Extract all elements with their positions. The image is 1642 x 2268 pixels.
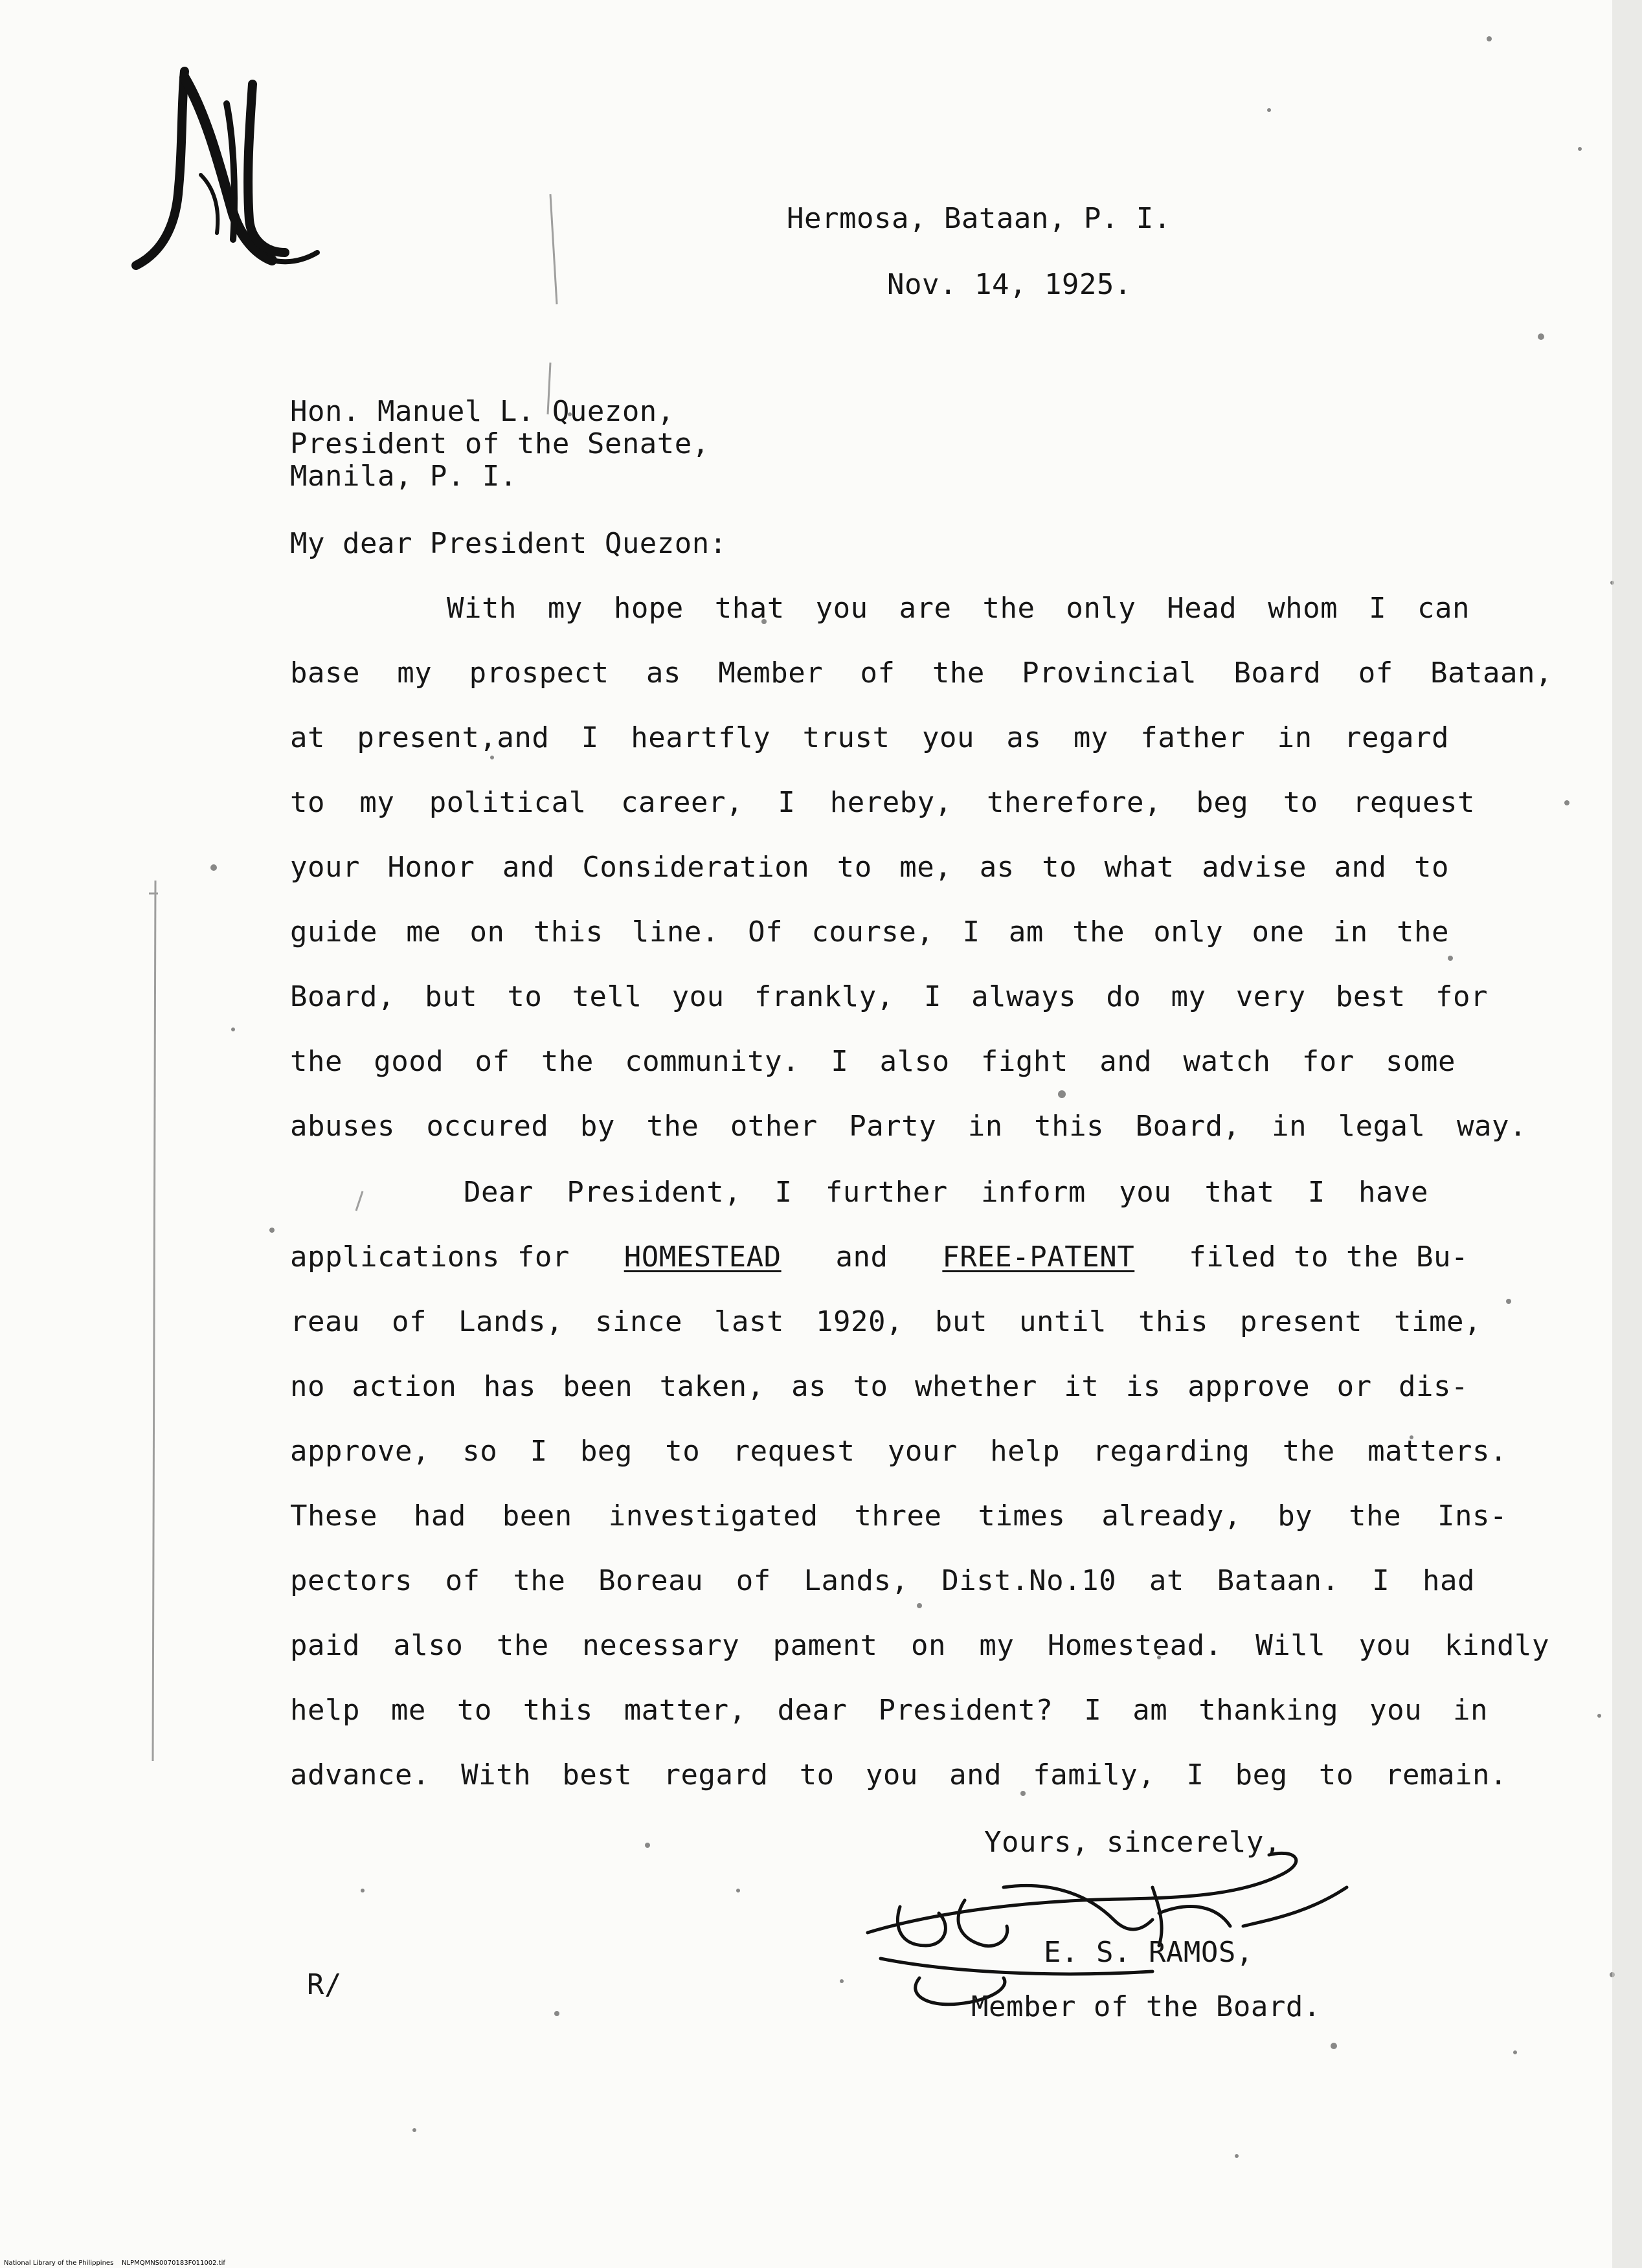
body-line: reau of Lands, since last 1920, but until this present time, [290,1305,1481,1338]
body-line: pectors of the Boreau of Lands, Dist.No.10 at Bataan. I had [290,1564,1475,1597]
body-line: advance. With best regard to you and family, I beg to remain. [290,1758,1507,1791]
body-text: applications for [290,1241,587,1274]
letter-date: Nov. 14, 1925. [887,268,1132,301]
signer-name: E. S. RAMOS, [1044,1936,1254,1969]
body-line: the good of the community. I also fight and watch for some [290,1045,1456,1078]
free-patent-term: FREE-PATENT [942,1241,1135,1274]
body-line: to my political career, I hereby, therefore, beg to request [290,786,1475,819]
recipient-line: Hon. Manuel L. Quezon, [290,395,675,428]
body-line: Board, but to tell you frankly, I always do my very best for [290,980,1488,1013]
archive-footer: National Library of the Philippines NLPMQMNS0070183F011002.tif [4,2260,225,2267]
body-line: Dear President, I further inform you that I have [464,1176,1428,1209]
closing: Yours, sincerely, [984,1826,1281,1859]
letter-place: Hermosa, Bataan, P. I. [787,202,1171,235]
body-line: your Honor and Consideration to me, as to what advise and to [290,851,1449,884]
body-line: approve, so I beg to request your help regarding the matters. [290,1435,1507,1468]
body-line: at present,and I heartfly trust you as my father in regard [290,721,1449,754]
body-line: paid also the necessary pament on my Homestead. Will you kindly [290,1629,1549,1662]
body-line: no action has been taken, as to whether it is approve or dis- [290,1370,1468,1403]
handwritten-signature [855,1848,1424,2010]
homestead-term: HOMESTEAD [624,1241,782,1274]
body-text: and [818,1241,906,1274]
recipient-line: Manila, P. I. [290,460,517,493]
salutation: My dear President Quezon: [290,527,727,560]
body-line: These had been investigated three times already, by the Ins- [290,1499,1507,1533]
body-line: help me to this matter, dear President? I am thanking you in [290,1694,1488,1727]
body-line: guide me on this line. Of course, I am the only one in the [290,915,1449,949]
signer-title: Member of the Board. [971,1990,1321,2023]
body-text: filed to the Bu- [1171,1241,1468,1274]
handwritten-initial-mark [123,58,337,278]
body-line-with-underlines [290,1241,1468,1274]
body-line: base my prospect as Member of the Provincial Board of Bataan, [290,657,1553,690]
reference-mark: R/ [307,1968,342,2001]
body-line: abuses occured by the other Party in this Board, in legal way. [290,1110,1527,1143]
body-line: With my hope that you are the only Head whom I can [447,592,1470,625]
recipient-line: President of the Senate, [290,427,710,460]
